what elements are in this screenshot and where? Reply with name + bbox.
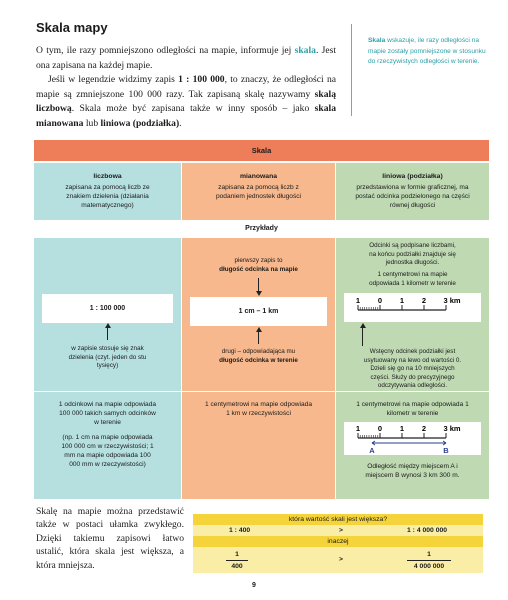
arrow-line — [258, 278, 259, 292]
description-liczbowa: 1 odcinkowi na mapie odpowiada 100 000 takich samych odcinków w terenie (np. 1 cm na mapie odpowiada 100 000 cm w rzeczywistości; 1 mm na mapie odpowiada 100 000 mm w rzeczywistości) — [34, 392, 181, 499]
distance-note: Odległość między miejscem A i miejscem B wynosi 3 km 300 m. — [365, 463, 460, 479]
scale-label-1: 1 — [355, 296, 361, 305]
term-skala-mianowana: skala mianowana — [36, 103, 336, 129]
term-skala-liniowa: liniowa (podziałka) — [100, 117, 180, 129]
comparison-label-inaczej: inaczej — [193, 536, 483, 547]
examples-label: Przykłady — [34, 220, 489, 238]
example-liniowa-mid-note: 1 centymetrowi na mapie odpowiada 1 kilometr w terenie — [369, 271, 456, 287]
example-liniowa-top-note: Odcinki są podpisane liczbami, na końcu podziałki znajduje się jednostka długości. — [369, 242, 456, 267]
arrow-line — [107, 326, 108, 340]
fraction-paragraph: Skalę na mapie można przedstawić także w postaci ułamka zwykłego. Dzięki takiemu zapisowi łatwo ustalić, która skala jest większa, a która mniejsza. — [36, 506, 184, 571]
scale-label-0: 0 — [377, 296, 383, 305]
arrow-down-icon — [256, 291, 262, 296]
svg-text:2: 2 — [421, 424, 427, 433]
example-liniowa-bottom-note: Wstęcny odcinek podziałki jest usytuowany na lewo od wartości 0. Dzieli się go na 10 mniejszych części. Służy do precyzyjnego odczytywania odległości. — [363, 348, 462, 390]
svg-text:0: 0 — [377, 424, 383, 433]
intro-paragraph-1: O tym, ile razy pomniejszono odległości na mapie, informuje jej skala. Jest ona zapisana na każdej mapie. — [36, 45, 337, 71]
intro-text — [36, 44, 336, 132]
column-header-liczbowa: liczbowa zapisana za pomocą liczb ze znakiem dzielenia (działania matematycznego) — [34, 163, 181, 220]
comparison-row-fraction: 1 400 > 1 4 000 000 — [193, 547, 483, 573]
example-liniowa — [336, 238, 489, 391]
linear-scale-panel — [344, 293, 481, 322]
column-header-liniowa: liniowa (podziałka) przedstawiona w formie graficznej, ma postać odcinka podzielonego na części równej długości — [336, 163, 489, 220]
page-title: Skala mapy — [36, 20, 108, 35]
intro-paragraph-2: Jeśli w legendzie widzimy zapis 1 : 100 000, to znaczy, że odległości na mapie są zmniejszone 100 000 razy. Tak zapisaną skalę nazywamy skalą liczbową. Skala może być zapisana także w inny sposób – jako skala mianowana lub liniowa (podziałka). — [36, 74, 336, 129]
linear-scale-bar — [344, 293, 481, 322]
description-mianowana: 1 centymetrowi na mapie odpowiada 1 km w rzeczywistości — [182, 392, 335, 499]
linear-scale-bar-ab — [344, 422, 481, 455]
scale-value-panel: 1 cm – 1 km — [190, 297, 327, 326]
definition-sidenote: Skala wskazuje, ile razy odległości na mapie zostały pomniejszone w stosunku do rzeczywistych odległości w terenie. — [351, 24, 491, 116]
column-header-mianowana: mianowana zapisana za pomocą liczb z podaniem jednostek długości — [182, 163, 335, 220]
comparison-row-ratio: 1 : 400 > 1 : 4 000 000 — [193, 525, 483, 536]
example-mianowana-bottom-note: drugi – odpowiadająca mu długość odcinka w terenie — [219, 348, 298, 364]
scale-value-panel: 1 : 100 000 — [42, 294, 173, 323]
scale-label-2: 2 — [421, 296, 427, 305]
example-mianowana-top-note: pierwszy zapis to długość odcinka na mapie — [219, 257, 298, 273]
scale-label-1b: 1 — [399, 296, 405, 305]
page-number: 9 — [252, 582, 256, 589]
term-skala: skala — [294, 45, 316, 56]
svg-text:1: 1 — [355, 424, 361, 433]
table-header-skala: Skala — [34, 140, 489, 161]
arrow-up-icon — [256, 327, 262, 332]
linear-scale-panel-ab — [344, 422, 481, 455]
comparison-header: która wartość skali jest większa? — [193, 514, 483, 525]
example-mianowana — [182, 238, 335, 391]
description-liniowa: 1 centymetrowi na mapie odpowiada 1 kilometr w terenie 1 0 1 2 3 km A B Odległość między miejscem A i miejscem B wynosi 3 km 300 m. — [336, 392, 489, 499]
point-b-label: B — [443, 446, 449, 455]
svg-text:3 km: 3 km — [443, 424, 461, 433]
arrow-up-icon — [360, 323, 366, 328]
example-liczbowa-note: w zapisie stosuje się znak dzielenia (czyt. jeden do stu tysięcy) — [68, 345, 147, 370]
arrow-line — [258, 331, 259, 344]
point-a-label: A — [369, 446, 375, 455]
term-skala-liczbowa: skalą liczbową — [36, 88, 336, 115]
svg-text:1: 1 — [399, 424, 405, 433]
arrow-line — [362, 326, 363, 346]
arrow-up-icon — [105, 323, 111, 328]
scale-label-3km: 3 km — [443, 296, 461, 305]
example-liczbowa — [34, 238, 181, 391]
